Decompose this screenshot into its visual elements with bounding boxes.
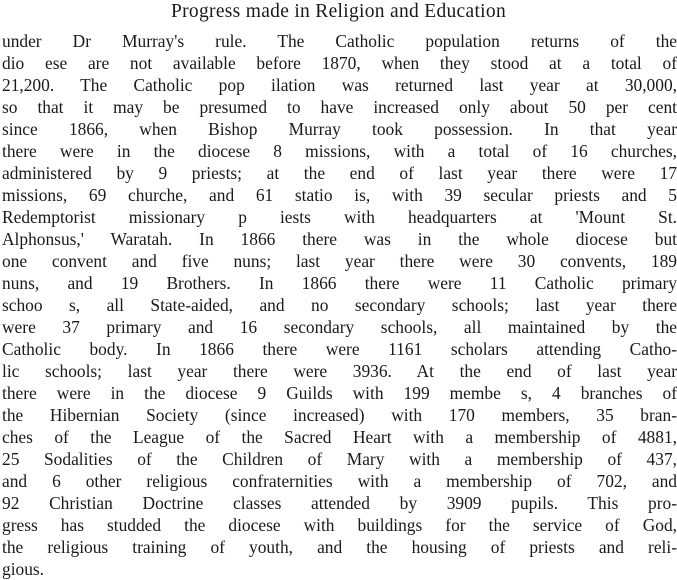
- text-line: since 1866, when Bishop Murray took possession. In that year: [2, 119, 677, 139]
- text-line: Catholic body. In 1866 there were 1161 scholars attending Catho-: [2, 339, 677, 359]
- text-line: 21,200. The Catholic pop ilation was returned last year at 30,000,: [2, 75, 677, 95]
- text-line: were 37 primary and 16 secondary schools, all maintained by the: [2, 317, 677, 337]
- text-line: Redemptorist missionary p iests with headquarters at 'Mount St.: [2, 207, 677, 227]
- text-line: so that it may be presumed to have increased only about 50 per cent: [2, 97, 677, 117]
- text-line: under Dr Murray's rule. The Catholic population returns of the: [2, 31, 677, 51]
- text-line: one convent and five nuns; last year there were 30 convents, 189: [2, 251, 677, 271]
- text-line: schoo s, all State-aided, and no secondary schools; last year there: [2, 295, 677, 315]
- text-line: nuns, and 19 Brothers. In 1866 there were 11 Catholic primary: [2, 273, 677, 293]
- article-body: [2, 30, 677, 580]
- text-line: 92 Christian Doctrine classes attended by 3909 pupils. This pro-: [2, 493, 677, 513]
- text-line: ches of the League of the Sacred Heart with a membership of 4881,: [2, 427, 677, 447]
- text-line: missions, 69 churche, and 61 statio is, with 39 secular priests and 5: [2, 185, 677, 205]
- text-line: there were in the diocese 8 missions, with a total of 16 churches,: [2, 141, 677, 161]
- text-line: gious.: [2, 559, 45, 579]
- text-line: gress has studded the diocese with buildings for the service of God,: [2, 515, 677, 535]
- text-line: there were in the diocese 9 Guilds with 199 membe s, 4 branches of: [2, 383, 677, 403]
- text-line: lic schools; last year there were 3936. At the end of last year: [2, 361, 677, 381]
- text-line: 25 Sodalities of the Children of Mary with a membership of 437,: [2, 449, 677, 469]
- text-line: and 6 other religious confraternities with a membership of 702, and: [2, 471, 677, 491]
- text-line: the Hibernian Society (since increased) with 170 members, 35 bran-: [2, 405, 677, 425]
- text-line: the religious training of youth, and the housing of priests and reli-: [2, 537, 677, 557]
- text-line: administered by 9 priests; at the end of last year there were 17: [2, 163, 677, 183]
- text-line: Alphonsus,' Waratah. In 1866 there was in the whole diocese but: [2, 229, 677, 249]
- text-line: dio ese are not available before 1870, when they stood at a total of: [2, 53, 677, 73]
- article-heading: Progress made in Religion and Education: [170, 1, 506, 22]
